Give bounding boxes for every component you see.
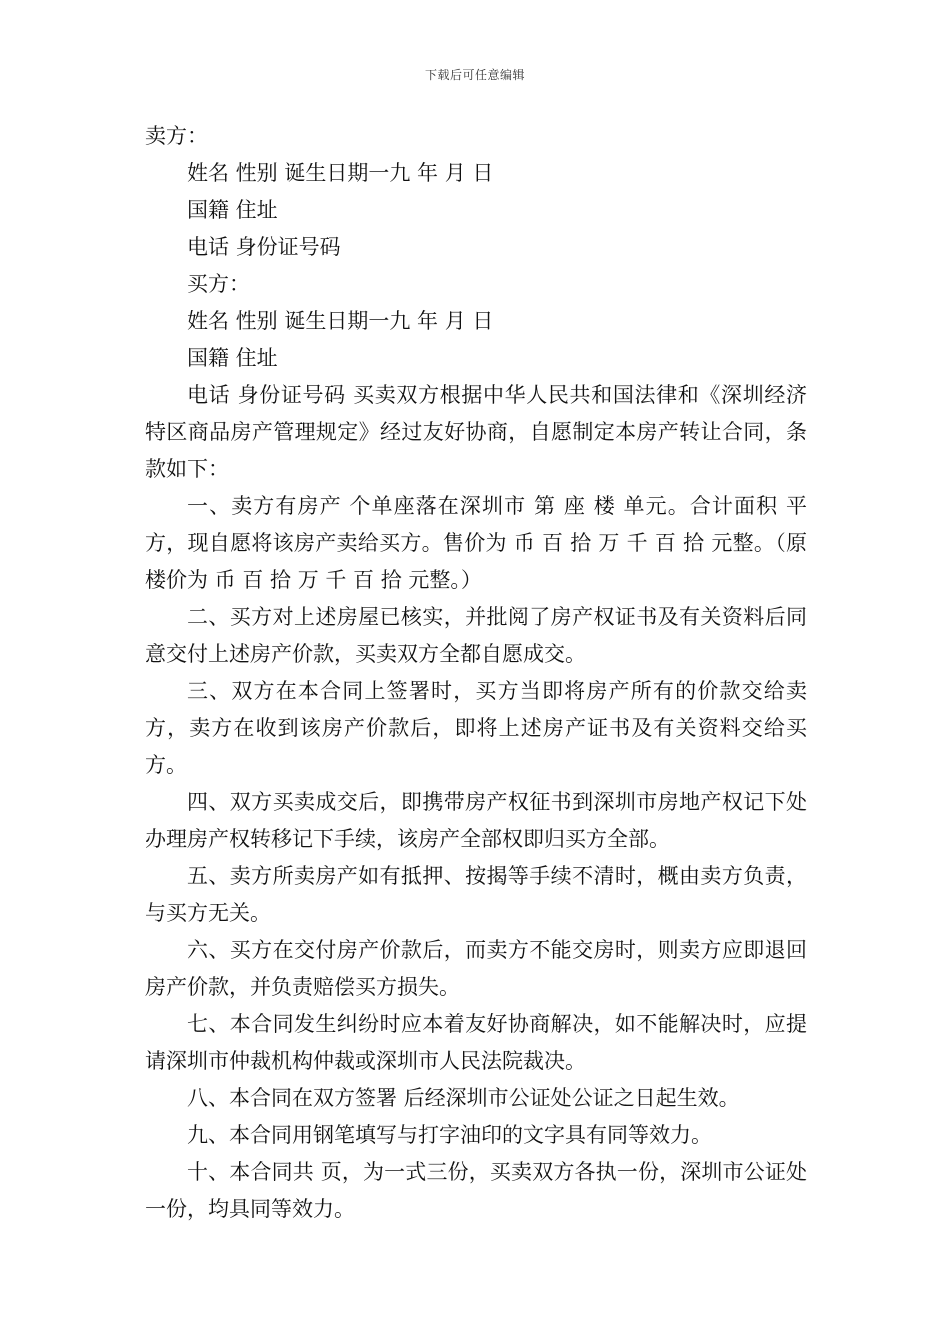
contract-body — [145, 118, 807, 1228]
clause-4: 四、双方买卖成交后，即携带房产权征书到深圳市房地产权记下处办理房产权转移记下手续，该房产全部权即归买方全部。 — [145, 790, 807, 851]
buyer-nationality-line: 国籍 住址 — [187, 346, 278, 370]
clause-2: 二、买方对上述房屋已核实，并批阅了房产权证书及有关资料后同意交付上述房产价款，买卖双方全都自愿成交。 — [145, 605, 807, 666]
seller-name-line: 姓名 性别 诞生日期一九 年 月 日 — [187, 161, 494, 185]
intro-paragraph: 电话 身份证号码 买卖双方根据中华人民共和国法律和《深圳经济特区商品房产管理规定》经过友好协商，自愿制定本房产转让合同，条款如下： — [145, 383, 807, 481]
clause-6: 六、买方在交付房产价款后，而卖方不能交房时，则卖方应即退回房产价款，并负责赔偿买方损失。 — [145, 938, 807, 999]
buyer-heading: 买方： — [187, 272, 250, 296]
header-note: 下载后可任意编辑 — [424, 68, 525, 82]
seller-nationality-line: 国籍 住址 — [187, 198, 278, 222]
seller-heading: 卖方： — [145, 124, 208, 148]
clause-7: 七、本合同发生纠纷时应本着友好协商解决，如不能解决时，应提请深圳市仲裁机构仲裁或深圳市人民法院裁决。 — [145, 1012, 807, 1073]
buyer-name-line: 姓名 性别 诞生日期一九 年 月 日 — [187, 309, 494, 333]
clause-8: 八、本合同在双方签署 后经深圳市公证处公证之日起生效。 — [187, 1086, 740, 1110]
clause-3: 三、双方在本合同上签署时，买方当即将房产所有的价款交给卖方，卖方在收到该房产价款后，即将上述房产证书及有关资料交给买方。 — [145, 679, 807, 777]
clause-9: 九、本合同用钢笔填写与打字油印的文字具有同等效力。 — [187, 1123, 712, 1147]
clause-1: 一、卖方有房产 个单座落在深圳市 第 座 楼 单元。合计面积 平方，现自愿将该房产卖给买方。售价为 币 百 拾 万 千 百 拾 元整。（原楼价为 币 百 拾 万 千 百 拾 元整。） — [145, 494, 807, 592]
clause-10: 十、本合同共 页，为一式三份，买卖双方各执一份，深圳市公证处一份，均具同等效力。 — [145, 1160, 807, 1221]
clause-5: 五、卖方所卖房产如有抵押、按揭等手续不清时，概由卖方负责，与买方无关。 — [145, 864, 807, 925]
seller-phone-line: 电话 身份证号码 — [187, 235, 341, 259]
